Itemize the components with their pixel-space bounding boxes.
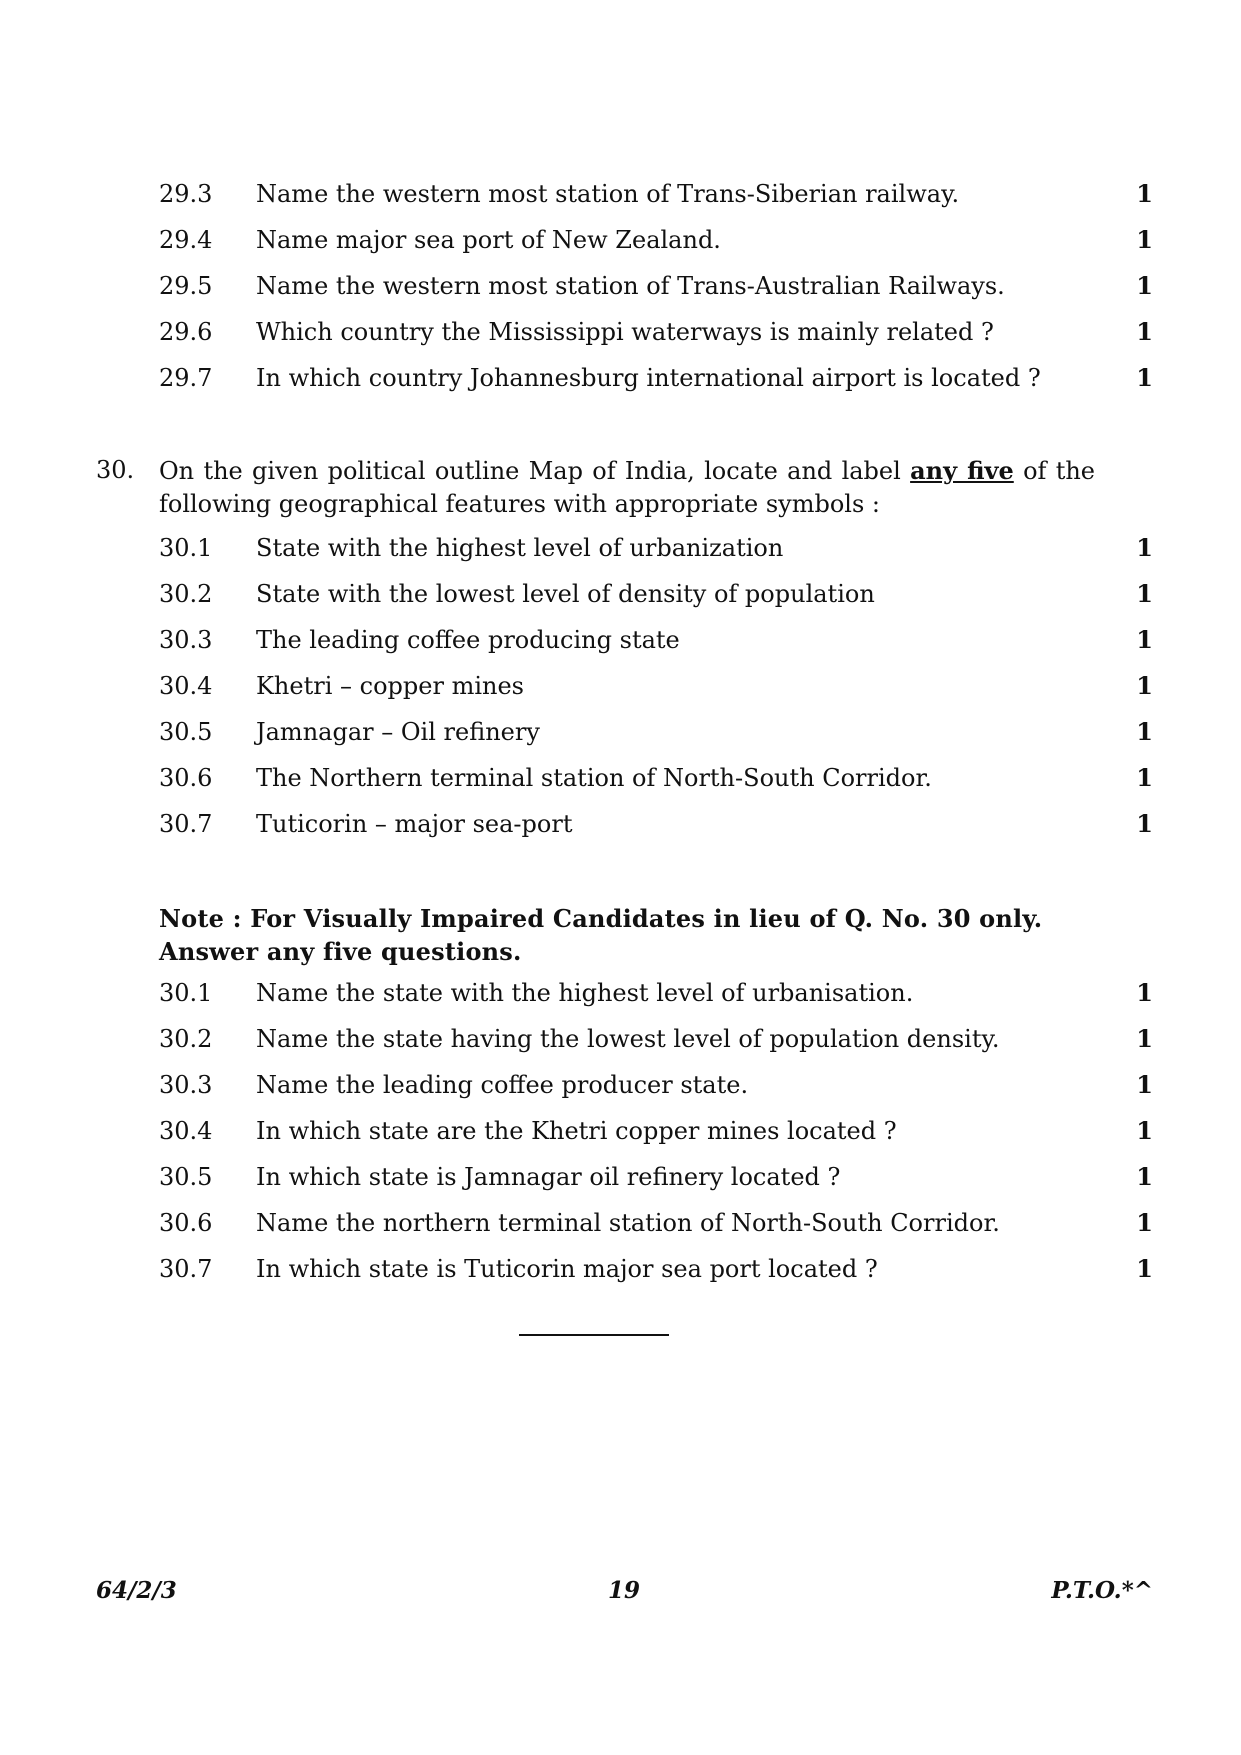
question-number: 30.6 [159,764,213,792]
question-text: The leading coffee producing state [256,626,680,654]
question-number: 30.7 [159,1255,213,1283]
question-number: 29.4 [159,226,213,254]
question-text: In which state are the Khetri copper mines located ? [256,1117,897,1145]
question-marks: 1 [1136,271,1153,300]
question-number: 30.7 [159,810,213,838]
note-subheading: Answer any five questions. [159,937,522,966]
section-end-divider [519,1334,669,1336]
question-number: 29.5 [159,272,213,300]
question-marks: 1 [1136,1254,1153,1283]
question-marks: 1 [1136,1024,1153,1053]
question-number: 29.3 [159,180,213,208]
question-text: Name the state with the highest level of urbanisation. [256,979,914,1007]
question-marks: 1 [1136,1070,1153,1099]
question-number: 30.4 [159,672,213,700]
question-marks: 1 [1136,317,1153,346]
question-number: 30.3 [159,626,213,654]
question-number: 30.5 [159,1163,213,1191]
question-text: In which state is Jamnagar oil refinery located ? [256,1163,841,1191]
question-text: The Northern terminal station of North-South Corridor. [256,764,932,792]
question-number: 30.4 [159,1117,213,1145]
question-number: 30.3 [159,1071,213,1099]
question-marks: 1 [1136,763,1153,792]
note-heading: Note : For Visually Impaired Candidates in lieu of Q. No. 30 only. [159,904,1043,933]
question-marks: 1 [1136,1208,1153,1237]
question-text: Jamnagar – Oil refinery [256,718,540,746]
question-number: 30.2 [159,580,213,608]
question-number: 30.5 [159,718,213,746]
question-text: Khetri – copper mines [256,672,524,700]
question-text: In which country Johannesburg international airport is located ? [256,364,1041,392]
instruction-emphasis: any five [910,456,1014,485]
question-marks: 1 [1136,1162,1153,1191]
question-text: State with the lowest level of density of population [256,580,875,608]
question-text: Name the leading coffee producer state. [256,1071,749,1099]
page-number: 19 [608,1577,641,1604]
visually-impaired-note [159,902,1095,968]
question-text: Which country the Mississippi waterways is mainly related ? [256,318,994,346]
question-text: Name the state having the lowest level of population density. [256,1025,1000,1053]
question-number: 29.6 [159,318,213,346]
question-text: Tuticorin – major sea-port [256,810,573,838]
question-text: Name major sea port of New Zealand. [256,226,721,254]
instruction-text: On the given political outline Map of India, locate and label [159,457,911,485]
question-marks: 1 [1136,717,1153,746]
question-marks: 1 [1136,978,1153,1007]
question-text: Name the western most station of Trans-Australian Railways. [256,272,1005,300]
question-marks: 1 [1136,625,1153,654]
question-number: 29.7 [159,364,213,392]
question-number: 30.1 [159,534,213,562]
question-instruction [159,454,1095,521]
question-marks: 1 [1136,1116,1153,1145]
question-number: 30.2 [159,1025,213,1053]
question-number: 30.6 [159,1209,213,1237]
question-text: Name the western most station of Trans-Siberian railway. [256,180,960,208]
question-marks: 1 [1136,671,1153,700]
question-marks: 1 [1136,809,1153,838]
question-text: In which state is Tuticorin major sea port located ? [256,1255,878,1283]
question-marks: 1 [1136,363,1153,392]
question-text: Name the northern terminal station of North-South Corridor. [256,1209,1000,1237]
question-marks: 1 [1136,179,1153,208]
question-text: State with the highest level of urbanization [256,534,784,562]
question-marks: 1 [1136,533,1153,562]
question-number: 30. [96,456,135,484]
question-marks: 1 [1136,579,1153,608]
pto-marker: P.T.O.*^ [1051,1577,1153,1604]
question-marks: 1 [1136,225,1153,254]
paper-code: 64/2/3 [96,1577,177,1604]
instruction-text: of the following geographical features with appropriate symbols : [159,457,1096,518]
question-number: 30.1 [159,979,213,1007]
